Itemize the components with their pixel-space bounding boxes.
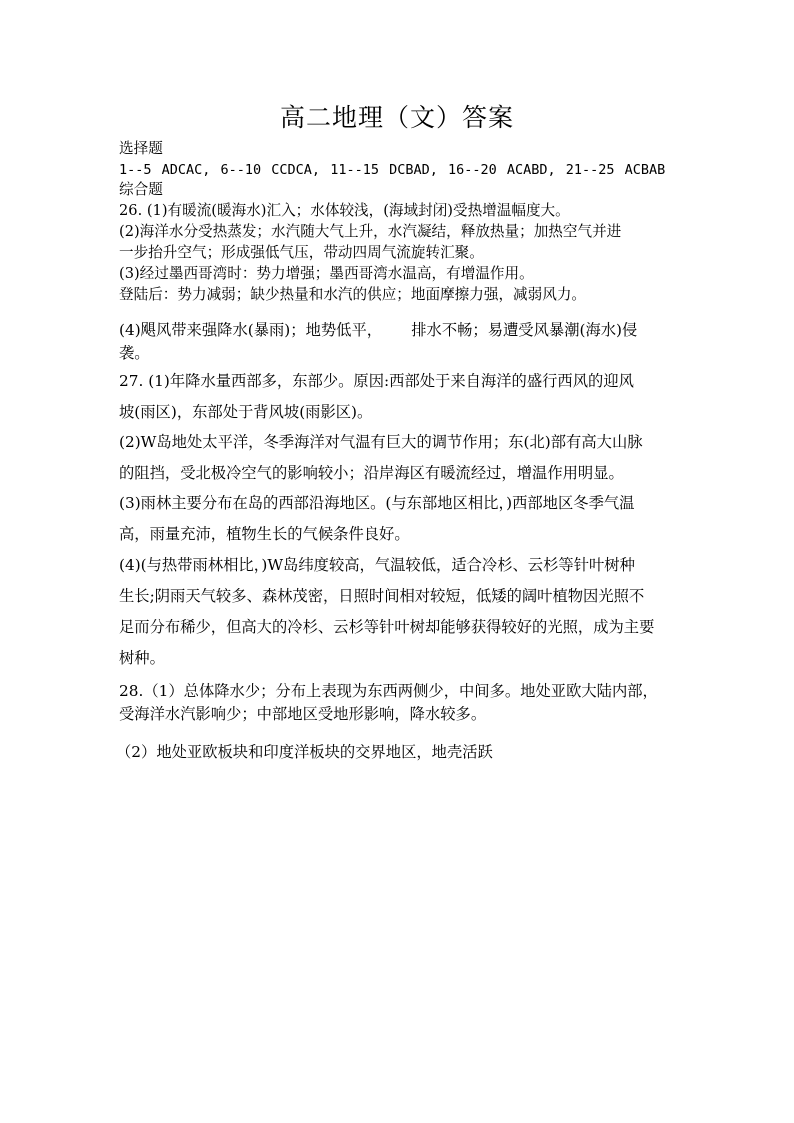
q28-line-3: （2）地处亚欧板块和印度洋板块的交界地区，地壳活跃 <box>116 743 493 761</box>
section-heading-comprehensive: 综合题 <box>119 181 163 198</box>
q27-line-8: 生长;阴雨天气较多、森林茂密，日照时间相对较短，低矮的阔叶植物因光照不 <box>119 587 645 605</box>
section-heading-choice: 选择题 <box>119 140 163 157</box>
q28-line-2: 受海洋水汽影响少；中部地区受地形影响，降水较多。 <box>119 705 487 723</box>
q28-line-1: 28.（1）总体降水少；分布上表现为东西两侧少，中间多。地处亚欧大陆内部， <box>119 682 658 700</box>
q27-line-2: 坡(雨区)，东部处于背风坡(雨影区)。 <box>119 403 373 421</box>
choice-answers: 1--5 ADCAC, 6--10 CCDCA, 11--15 DCBAD, 16--20 ACABD, 21--25 ACBAB <box>119 162 666 178</box>
q27-line-9: 足而分布稀少，但高大的冷杉、云杉等针叶树却能够获得较好的光照，成为主要 <box>119 618 655 636</box>
q27-line-10: 树种。 <box>119 649 165 667</box>
q26-line-3: 一步抬升空气；形成强低气压，带动四周气流旋转汇聚。 <box>119 244 484 261</box>
q27-line-6: 高，雨量充沛，植物生长的气候条件良好。 <box>119 525 410 543</box>
q27-line-3: (2)W岛地处太平洋，冬季海洋对气温有巨大的调节作用；东(北)部有高大山脉 <box>119 433 643 451</box>
page-title: 高二地理（文）答案 <box>279 103 514 132</box>
q27-line-5: (3)雨林主要分布在岛的西部沿海地区。(与东部地区相比，)西部地区冬季气温 <box>119 494 635 512</box>
q26-line-2: (2)海洋水分受热蒸发；水汽随大气上升，水汽凝结，释放热量；加热空气并进 <box>119 223 622 240</box>
q26-line-7: 袭。 <box>119 344 150 362</box>
q27-line-4: 的阻挡，受北极冷空气的影响较小；沿岸海区有暖流经过，增温作用明显。 <box>119 464 624 482</box>
q27-line-7: (4)(与热带雨林相比，)W岛纬度较高，气温较低，适合冷杉、云杉等针叶树种 <box>119 556 635 574</box>
q26-line-1: 26. (1)有暖流(暖海水)汇入；水体较浅，(海域封闭)受热增温幅度大。 <box>119 202 570 219</box>
q26-line-5: 登陆后：势力减弱；缺少热量和水汽的供应；地面摩擦力强，减弱风力。 <box>119 286 587 303</box>
q26-line-4: (3)经过墨西哥湾时：势力增强；墨西哥湾水温高，有增温作用。 <box>119 265 534 282</box>
q27-line-1: 27. (1)年降水量西部多，东部少。原因:西部处于来自海洋的盛行西风的迎风 <box>119 372 634 390</box>
q26-line-6: (4)飓风带来强降水(暴雨)；地势低平， 排水不畅；易遭受风暴潮(海水)侵 <box>119 321 638 339</box>
